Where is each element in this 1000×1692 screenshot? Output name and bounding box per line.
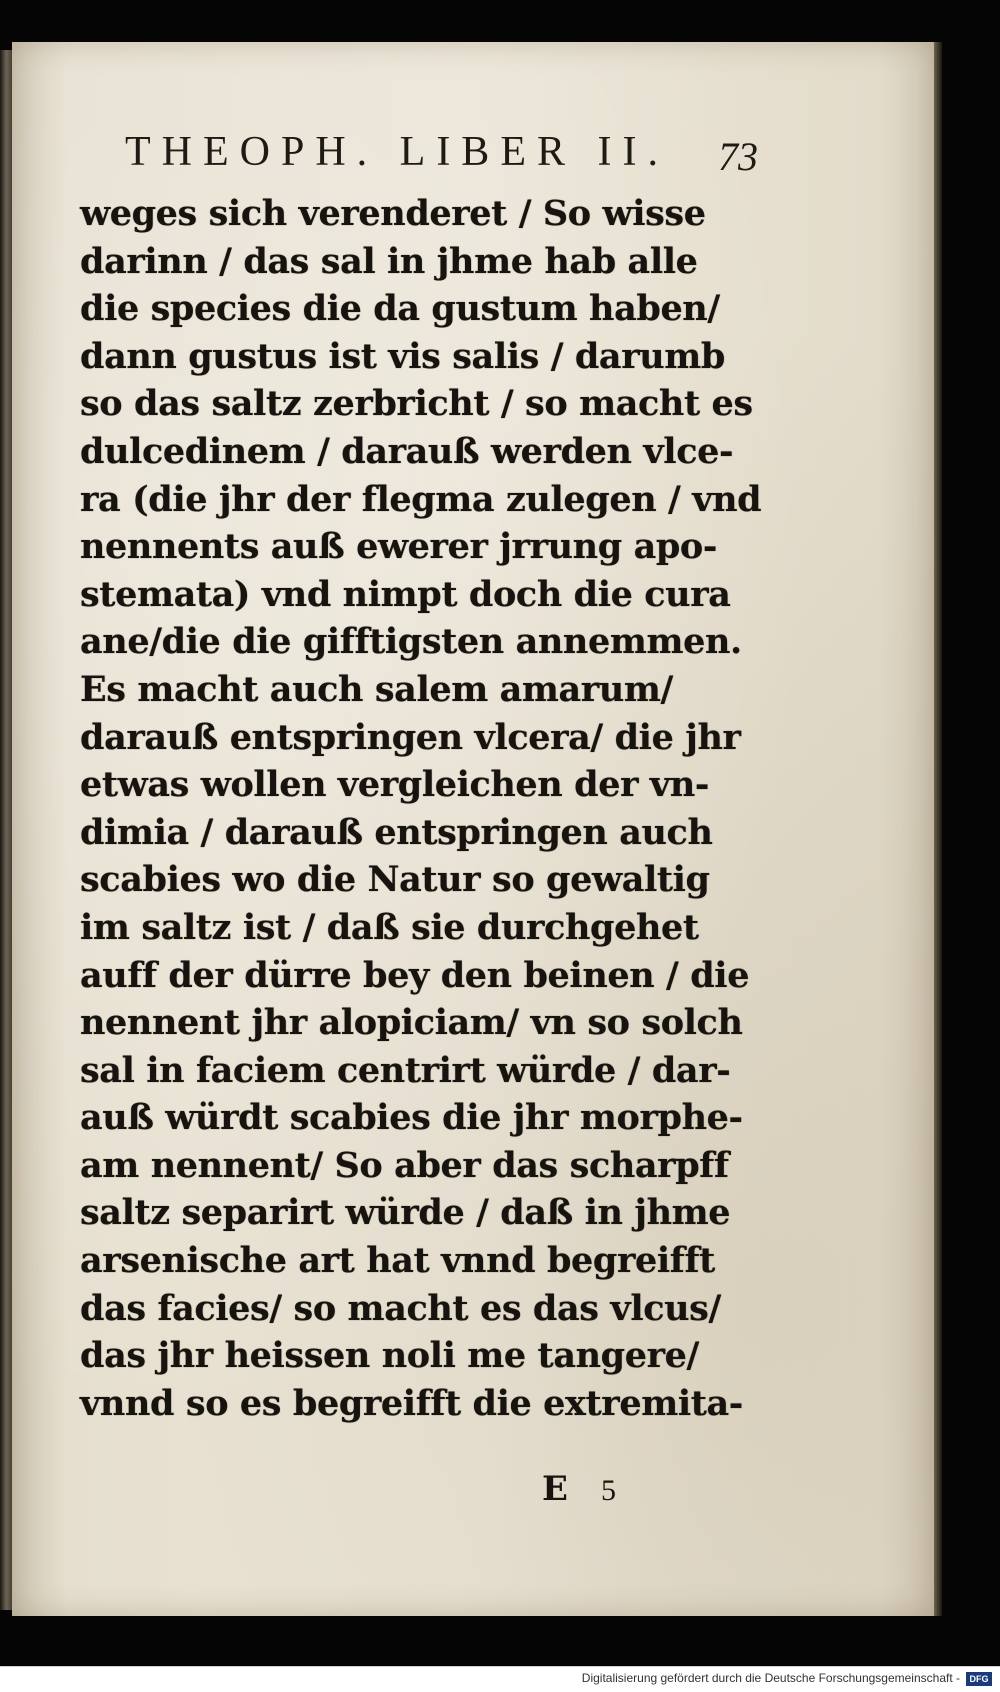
text-line: darauß entspringen vlcera/ die jhr [80,716,741,758]
text-line: stemata) vnd nimpt doch die cura [80,573,731,615]
page-number: 73 [718,134,758,179]
catchword-row [542,1464,702,1514]
text-line: nennents auß ewerer jrrung apo- [80,526,717,568]
page-edge-shadow [934,42,942,1616]
text-line: ane/die die gifftigsten annemmen. [80,621,742,663]
text-line: die species die da gustum haben/ [80,288,720,330]
book-page [12,42,934,1616]
text-line: dimia / darauß entspringen auch [80,811,713,853]
text-line: ra (die jhr der flegma zulegen / vnd [80,478,762,520]
text-line: sal in faciem centrirt würde / dar- [80,1049,731,1091]
text-line: so das saltz zerbricht / so macht es [80,383,753,425]
catchword: E [542,1469,568,1509]
text-line: etwas wollen vergleichen der vn- [80,764,710,806]
text-line: scabies wo die Natur so gewaltig [80,859,710,901]
text-line: arsenische art hat vnnd begreifft [80,1240,715,1282]
text-line: dulcedinem / darauß werden vlce- [80,430,734,472]
signature-mark: 5 [601,1474,617,1507]
text-line: dann gustus ist vis salis / darumb [80,335,726,377]
text-line: das jhr heissen noli me tangere/ [80,1335,699,1377]
text-line: darinn / das sal in jhme hab alle [80,240,698,282]
footer-bar [0,1666,1000,1692]
text-line: das facies/ so macht es das vlcus/ [80,1287,721,1329]
text-line: saltz separirt würde / daß in jhme [80,1192,731,1234]
funding-credit: Digitalisierung gefördert durch die Deutsche Forschungsgemeinschaft - [581,1671,960,1685]
text-line: vnnd so es begreifft die extremita- [80,1382,743,1424]
running-head: THEOPH. LIBER II. [125,129,669,175]
text-line: auß würdt scabies die jhr morphe- [80,1097,743,1139]
text-line: im saltz ist / daß sie durchgehet [80,906,699,948]
text-line: weges sich verenderet / So wisse [80,193,706,234]
text-block [80,190,780,1470]
text-line: nennent jhr alopiciam/ vn so solch [80,1002,743,1044]
text-line: Es macht auch salem amarum/ [80,668,673,710]
text-line: auff der dürre bey den beinen / die [80,954,750,996]
text-line: am nennent/ So aber das scharpff [80,1144,729,1186]
dfg-logo: DFG [966,1672,992,1686]
